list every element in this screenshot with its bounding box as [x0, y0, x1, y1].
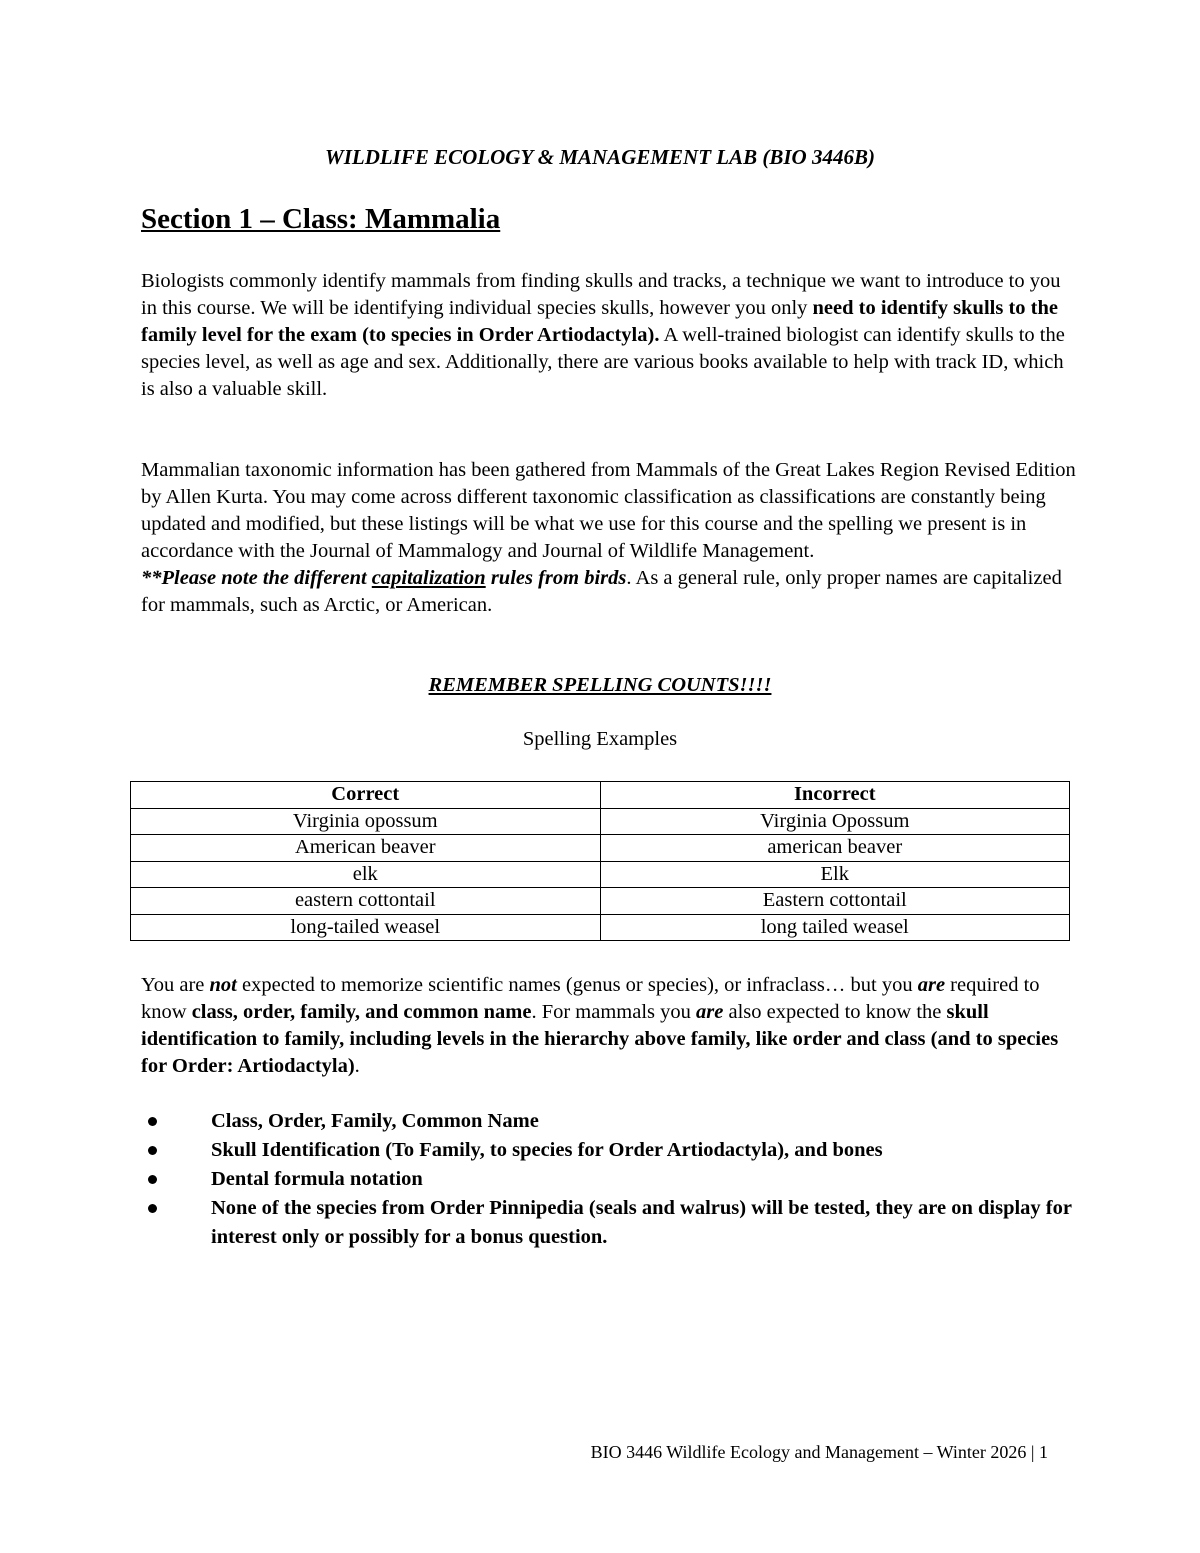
section-heading: Section 1 – Class: Mammalia	[141, 203, 501, 235]
spelling-examples-caption: Spelling Examples	[522, 728, 678, 750]
list-item-text: None of the species from Order Pinnipedia (seals and walrus) will be tested, they are on display for interest only or possibly for a bonus question.	[211, 1197, 1072, 1248]
list-item	[141, 1165, 1081, 1194]
intro-text-1: Biologists commonly identify mammals from finding skulls and tracks, a technique we want to introduce to you in this course. We will be identifying individual species skulls, however you only	[141, 270, 1061, 319]
expectations-paragraph	[141, 972, 1081, 1080]
spelling-examples-table	[130, 781, 1070, 941]
expectations-text-6: .	[354, 1055, 360, 1077]
taxonomy-text: Mammalian taxonomic information has been gathered from Mammals of the Great Lakes Region Revised Edition by Allen Kurta. You may come across different taxonomic classification as classifications are constantly being updated and modified, but these listings will be what we use for this course and the spelling we present is in accordance with the Journal of Mammalogy and Journal of Wildlife Management.	[141, 459, 1076, 562]
correct-cell: elk	[131, 861, 601, 888]
document-title: WILDLIFE ECOLOGY & MANAGEMENT LAB (BIO 3446B)	[325, 145, 875, 169]
incorrect-cell: Eastern cottontail	[600, 888, 1070, 915]
list-item	[141, 1194, 1081, 1252]
expectations-text-2: expected to memorize scientific names (genus or species), or infraclass… but you	[236, 974, 918, 996]
correct-cell: eastern cottontail	[131, 888, 601, 915]
bullet-icon	[148, 1204, 157, 1213]
header-correct: Correct	[131, 782, 601, 809]
emphasis-are: are	[917, 974, 946, 996]
expectations-text-5: also expected to know the	[723, 1001, 947, 1023]
table-row	[131, 914, 1070, 941]
emphasis-not: not	[209, 974, 237, 996]
intro-paragraph	[141, 268, 1081, 403]
correct-cell: American beaver	[131, 835, 601, 862]
table-row	[131, 808, 1070, 835]
correct-cell: long-tailed weasel	[131, 914, 601, 941]
table-row	[131, 888, 1070, 915]
list-item-text: Dental formula notation	[211, 1168, 423, 1190]
expectations-text-1: You are	[141, 974, 210, 996]
intro-text-2: A well-trained biologist can identify skulls to the species level, as well as age and sex. Additionally, there are various books available to help with track ID, which is also a valuable skill.	[141, 324, 1065, 400]
incorrect-cell: american beaver	[600, 835, 1070, 862]
taxonomy-paragraph	[141, 457, 1081, 619]
incorrect-cell: long tailed weasel	[600, 914, 1070, 941]
required-knowledge: class, order, family, and common name	[191, 1001, 532, 1023]
capitalization-note-end: rules from birds	[485, 567, 627, 589]
table-row	[131, 835, 1070, 862]
capitalization-rule-text: . As a general rule, only proper names are capitalized for mammals, such as Arctic, or American.	[141, 567, 1062, 616]
bullet-icon	[148, 1175, 157, 1184]
intro-bold-requirement: need to identify skulls to the family level for the exam (to species in Order Artiodactyla).	[141, 297, 1058, 346]
page-footer: BIO 3446 Wildlife Ecology and Management – Winter 2026 | 1	[590, 1442, 1048, 1462]
expectations-text-3: required to know	[141, 974, 1040, 1023]
table-header-row	[131, 782, 1070, 809]
expectations-text-4: . For mammals you	[531, 1001, 697, 1023]
spelling-warning: REMEMBER SPELLING COUNTS!!!!	[428, 674, 772, 696]
header-incorrect: Incorrect	[600, 782, 1070, 809]
skull-requirement: skull identification to family, including levels in the hierarchy above family, like order and class (and to species for Order: Artiodactyla)	[141, 1001, 1059, 1077]
table-row	[131, 861, 1070, 888]
list-item-text: Skull Identification (To Family, to species for Order Artiodactyla), and bones	[211, 1139, 883, 1161]
incorrect-cell: Elk	[600, 861, 1070, 888]
list-item-text: Class, Order, Family, Common Name	[211, 1110, 539, 1132]
correct-cell: Virginia opossum	[131, 808, 601, 835]
emphasis-are-also: are	[696, 1001, 724, 1023]
capitalization-note-start: **Please note the different	[141, 567, 372, 589]
bullet-icon	[148, 1117, 157, 1126]
requirements-list	[141, 1107, 1081, 1252]
list-item	[141, 1107, 1081, 1136]
list-item	[141, 1136, 1081, 1165]
bullet-icon	[148, 1146, 157, 1155]
incorrect-cell: Virginia Opossum	[600, 808, 1070, 835]
capitalization-note-underlined: capitalization	[371, 567, 486, 589]
